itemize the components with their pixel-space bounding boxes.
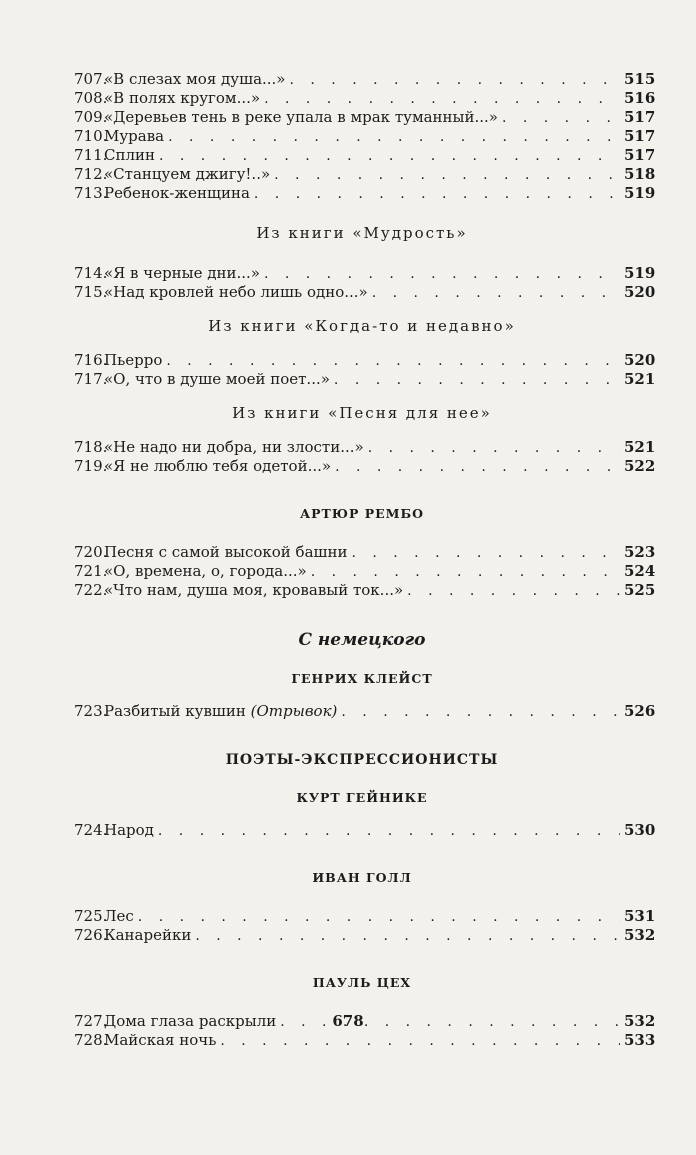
- entry-title: Мурава: [104, 127, 165, 145]
- entry-page: 521: [624, 370, 656, 388]
- toc-entry: 725. Лес . . . 531: [74, 907, 650, 926]
- author-heading: ГЕНРИХ КЛЕЙСТ: [291, 671, 433, 686]
- toc-entry: 713. Ребенок-женщина . . . 519: [74, 184, 650, 203]
- toc-entry: 728. Майская ночь . . . 533: [74, 1031, 650, 1050]
- dot-leader: [311, 563, 620, 582]
- entry-page: 517: [624, 108, 656, 126]
- entry-page: 515: [624, 70, 656, 88]
- entry-title: «В слезах моя душа...»: [104, 70, 286, 88]
- toc-entry: 727. Дома глаза раскрыли . . . 532: [74, 1012, 650, 1031]
- author-heading: КУРТ ГЕЙНИКЕ: [296, 790, 428, 805]
- table-of-contents: [74, 70, 656, 1050]
- entry-page: 520: [624, 283, 656, 301]
- entry-page: 522: [624, 457, 656, 475]
- toc-entry: 726. Канарейки . . . 532: [74, 926, 650, 945]
- toc-entry: 707. «В слезах моя душа...» . . . 515: [74, 70, 650, 89]
- entry-title: Майская ночь: [104, 1031, 217, 1049]
- entry-subtitle: (Отрывок): [250, 702, 338, 720]
- dot-leader: [264, 265, 620, 284]
- section-heading: Из книги «Мудрость»: [256, 224, 468, 242]
- entry-title: Лес: [104, 907, 134, 925]
- entry-page: 521: [624, 438, 656, 456]
- toc-entry: 718. «Не надо ни добра, ни злости...» . . . 521: [74, 438, 650, 457]
- toc-entry: 720. Песня с самой высокой башни . . . 523: [74, 543, 650, 562]
- author-heading: ИВАН ГОЛЛ: [312, 870, 412, 885]
- entry-title: «Деревьев тень в реке упала в мрак туманный...»: [104, 108, 498, 126]
- dot-leader: [254, 185, 620, 204]
- dot-leader: [159, 147, 620, 166]
- entry-title: «О, что в душе моей поет...»: [104, 370, 330, 388]
- entry-title: Народ: [104, 821, 154, 839]
- entry-title: Сплин: [104, 146, 155, 164]
- dot-leader: [195, 927, 620, 946]
- dot-leader: [368, 439, 620, 458]
- group-heading: ПОЭТЫ-ЭКСПРЕССИОНИСТЫ: [225, 752, 499, 768]
- entry-page: 532: [624, 926, 656, 944]
- entry-title: «О, времена, о, города...»: [104, 562, 307, 580]
- entry-page: 533: [624, 1031, 656, 1049]
- entry-title: «В полях кругом...»: [104, 89, 261, 107]
- toc-entry: 710. Мурава . . . 517: [74, 127, 650, 146]
- entry-title: «Что нам, душа моя, кровавый ток...»: [104, 581, 404, 599]
- entry-title: «Не надо ни добра, ни злости...»: [104, 438, 364, 456]
- entry-page: 517: [624, 127, 656, 145]
- toc-entry: 711. Сплин . . . 517: [74, 146, 650, 165]
- entry-page: 523: [624, 543, 656, 561]
- dot-leader: [351, 544, 620, 563]
- toc-entry: 724. Народ . . . 530: [74, 821, 650, 840]
- dot-leader: [502, 109, 620, 128]
- entry-page: 519: [624, 264, 656, 282]
- entry-page: 520: [624, 351, 656, 369]
- dot-leader: [274, 166, 620, 185]
- page-number: 678: [332, 1012, 364, 1030]
- entry-page: 531: [624, 907, 656, 925]
- entry-page: 532: [624, 1012, 656, 1030]
- entry-title: «Над кровлей небо лишь одно...»: [104, 283, 368, 301]
- toc-entry: 715. «Над кровлей небо лишь одно...» . . . 520: [74, 283, 650, 302]
- entry-page: 525: [624, 581, 656, 599]
- section-heading: Из книги «Когда-то и недавно»: [208, 317, 516, 335]
- dot-leader: [290, 71, 621, 90]
- entry-title: Канарейки: [104, 926, 192, 944]
- dot-leader: [341, 703, 620, 722]
- entry-title: «Я не люблю тебя одетой...»: [104, 457, 332, 475]
- dot-leader: [168, 128, 620, 147]
- toc-entry: 708. «В полях кругом...» . . . 516: [74, 89, 650, 108]
- author-heading: АРТЮР РЕМБО: [299, 506, 425, 521]
- language-heading: С немецкого: [298, 630, 426, 650]
- dot-leader: [335, 458, 620, 477]
- toc-entry: 722. «Что нам, душа моя, кровавый ток...» . . . 525: [74, 581, 650, 600]
- dot-leader: [264, 90, 620, 109]
- entry-page: 526: [624, 702, 656, 720]
- entry-title: Пьерро: [104, 351, 163, 369]
- dot-leader: [407, 582, 620, 601]
- entry-title: Разбитый кувшин (Отрывок): [104, 702, 338, 720]
- dot-leader: [158, 822, 620, 841]
- entry-page: 519: [624, 184, 656, 202]
- dot-leader: [334, 371, 620, 390]
- toc-entry: 721. «О, времена, о, города...» . . . 524: [74, 562, 650, 581]
- entry-title: Песня с самой высокой башни: [104, 543, 348, 561]
- toc-entry: 712. «Станцуем джигу!..» . . . 518: [74, 165, 650, 184]
- entry-page: 530: [624, 821, 656, 839]
- dot-leader: [220, 1032, 620, 1051]
- toc-entry: 714. «Я в черные дни...» . . . 519: [74, 264, 650, 283]
- section-heading: Из книги «Песня для нее»: [232, 404, 492, 422]
- toc-entry: 716. Пьерро . . . 520: [74, 351, 650, 370]
- dot-leader: [372, 284, 620, 303]
- entry-page: 518: [624, 165, 656, 183]
- entry-title: Ребенок-женщина: [104, 184, 250, 202]
- entry-title: «Станцуем джигу!..»: [104, 165, 271, 183]
- dot-leader: [138, 908, 620, 927]
- entry-page: 524: [624, 562, 656, 580]
- toc-entry: 719. «Я не люблю тебя одетой...» . . . 522: [74, 457, 650, 476]
- entry-page: 516: [624, 89, 656, 107]
- author-heading: ПАУЛЬ ЦЕХ: [312, 975, 412, 990]
- dot-leader: [166, 352, 620, 371]
- entry-title: Дома глаза раскрыли: [104, 1012, 277, 1030]
- entry-title: «Я в черные дни...»: [104, 264, 260, 282]
- entry-page: 517: [624, 146, 656, 164]
- toc-entry: 723. Разбитый кувшин (Отрывок) . . . 526: [74, 702, 650, 721]
- toc-entry: 717. «О, что в душе моей поет...» . . . 521: [74, 370, 650, 389]
- toc-entry: 709. «Деревьев тень в реке упала в мрак туманный...» . . . 517: [74, 108, 650, 127]
